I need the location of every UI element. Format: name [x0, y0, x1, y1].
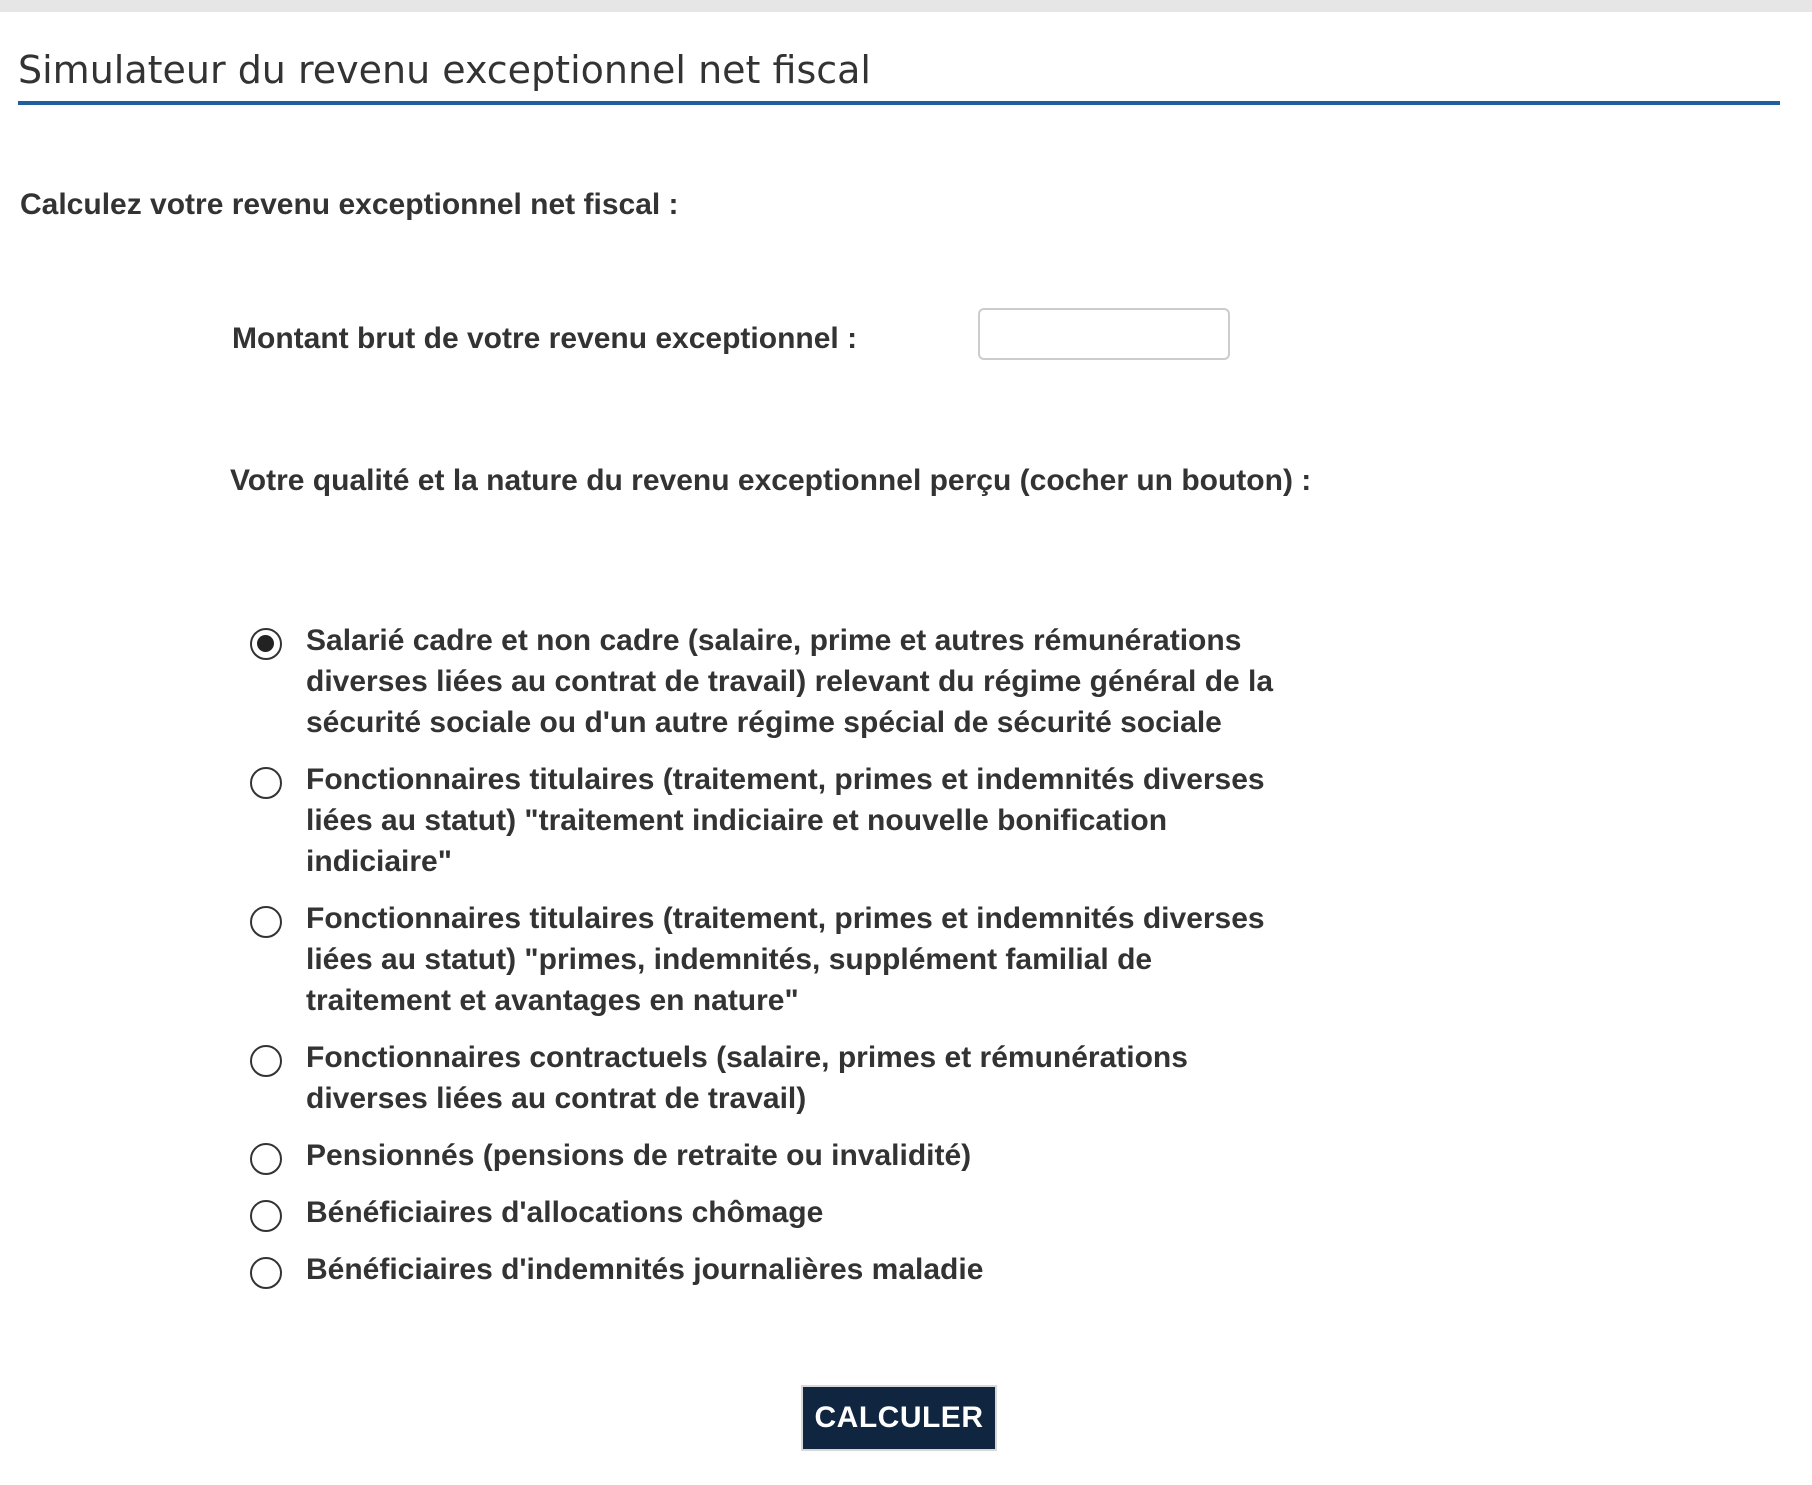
radio-option-label: Pensionnés (pensions de retraite ou invalidité) — [306, 1139, 972, 1172]
radio-option-label: Fonctionnaires titulaires (traitement, primes et indemnités diverses liées au statut) "traitement indiciaire et nouvelle bonification indiciaire" — [306, 763, 1265, 878]
radio-option-maladie[interactable] — [250, 1249, 1300, 1290]
radio-button[interactable] — [250, 1143, 282, 1175]
title-underline — [18, 101, 1780, 105]
intro-text: Calculez votre revenu exceptionnel net fiscal : — [20, 188, 679, 221]
radio-option-salarie[interactable] — [250, 620, 1300, 743]
radio-option-chomage[interactable] — [250, 1192, 1300, 1233]
radio-button[interactable] — [250, 1045, 282, 1077]
radio-button[interactable] — [250, 1257, 282, 1289]
radio-option-fonctionnaires-primes[interactable] — [250, 898, 1300, 1021]
radio-option-label: Fonctionnaires titulaires (traitement, primes et indemnités diverses liées au statut) "primes, indemnités, supplément familial de traitement et avantages en nature" — [306, 902, 1265, 1017]
radio-option-label: Salarié cadre et non cadre (salaire, prime et autres rémunérations diverses liées au contrat de travail) relevant du régime général de la sécurité sociale ou d'un autre régime spécial de sécurité sociale — [306, 624, 1274, 739]
radio-option-label: Fonctionnaires contractuels (salaire, primes et rémunérations diverses liées au contrat de travail) — [306, 1041, 1188, 1115]
income-type-radio-group — [250, 620, 1300, 1306]
radio-option-contractuels[interactable] — [250, 1037, 1300, 1119]
radio-option-pensionnes[interactable] — [250, 1135, 1300, 1176]
amount-label: Montant brut de votre revenu exceptionnel : — [232, 322, 858, 355]
radio-option-label: Bénéficiaires d'indemnités journalières maladie — [306, 1253, 984, 1286]
radio-button[interactable] — [250, 1200, 282, 1232]
page-title: Simulateur du revenu exceptionnel net fiscal — [18, 48, 871, 92]
gross-amount-input[interactable] — [978, 308, 1230, 360]
quality-label: Votre qualité et la nature du revenu exceptionnel perçu (cocher un bouton) : — [230, 464, 1312, 497]
radio-option-label: Bénéficiaires d'allocations chômage — [306, 1196, 824, 1229]
radio-button[interactable] — [250, 906, 282, 938]
radio-button[interactable] — [250, 767, 282, 799]
radio-option-fonctionnaires-traitement[interactable] — [250, 759, 1300, 882]
radio-button-checked[interactable] — [250, 628, 282, 660]
calculate-button[interactable]: CALCULER — [801, 1385, 997, 1451]
top-strip — [0, 0, 1812, 12]
